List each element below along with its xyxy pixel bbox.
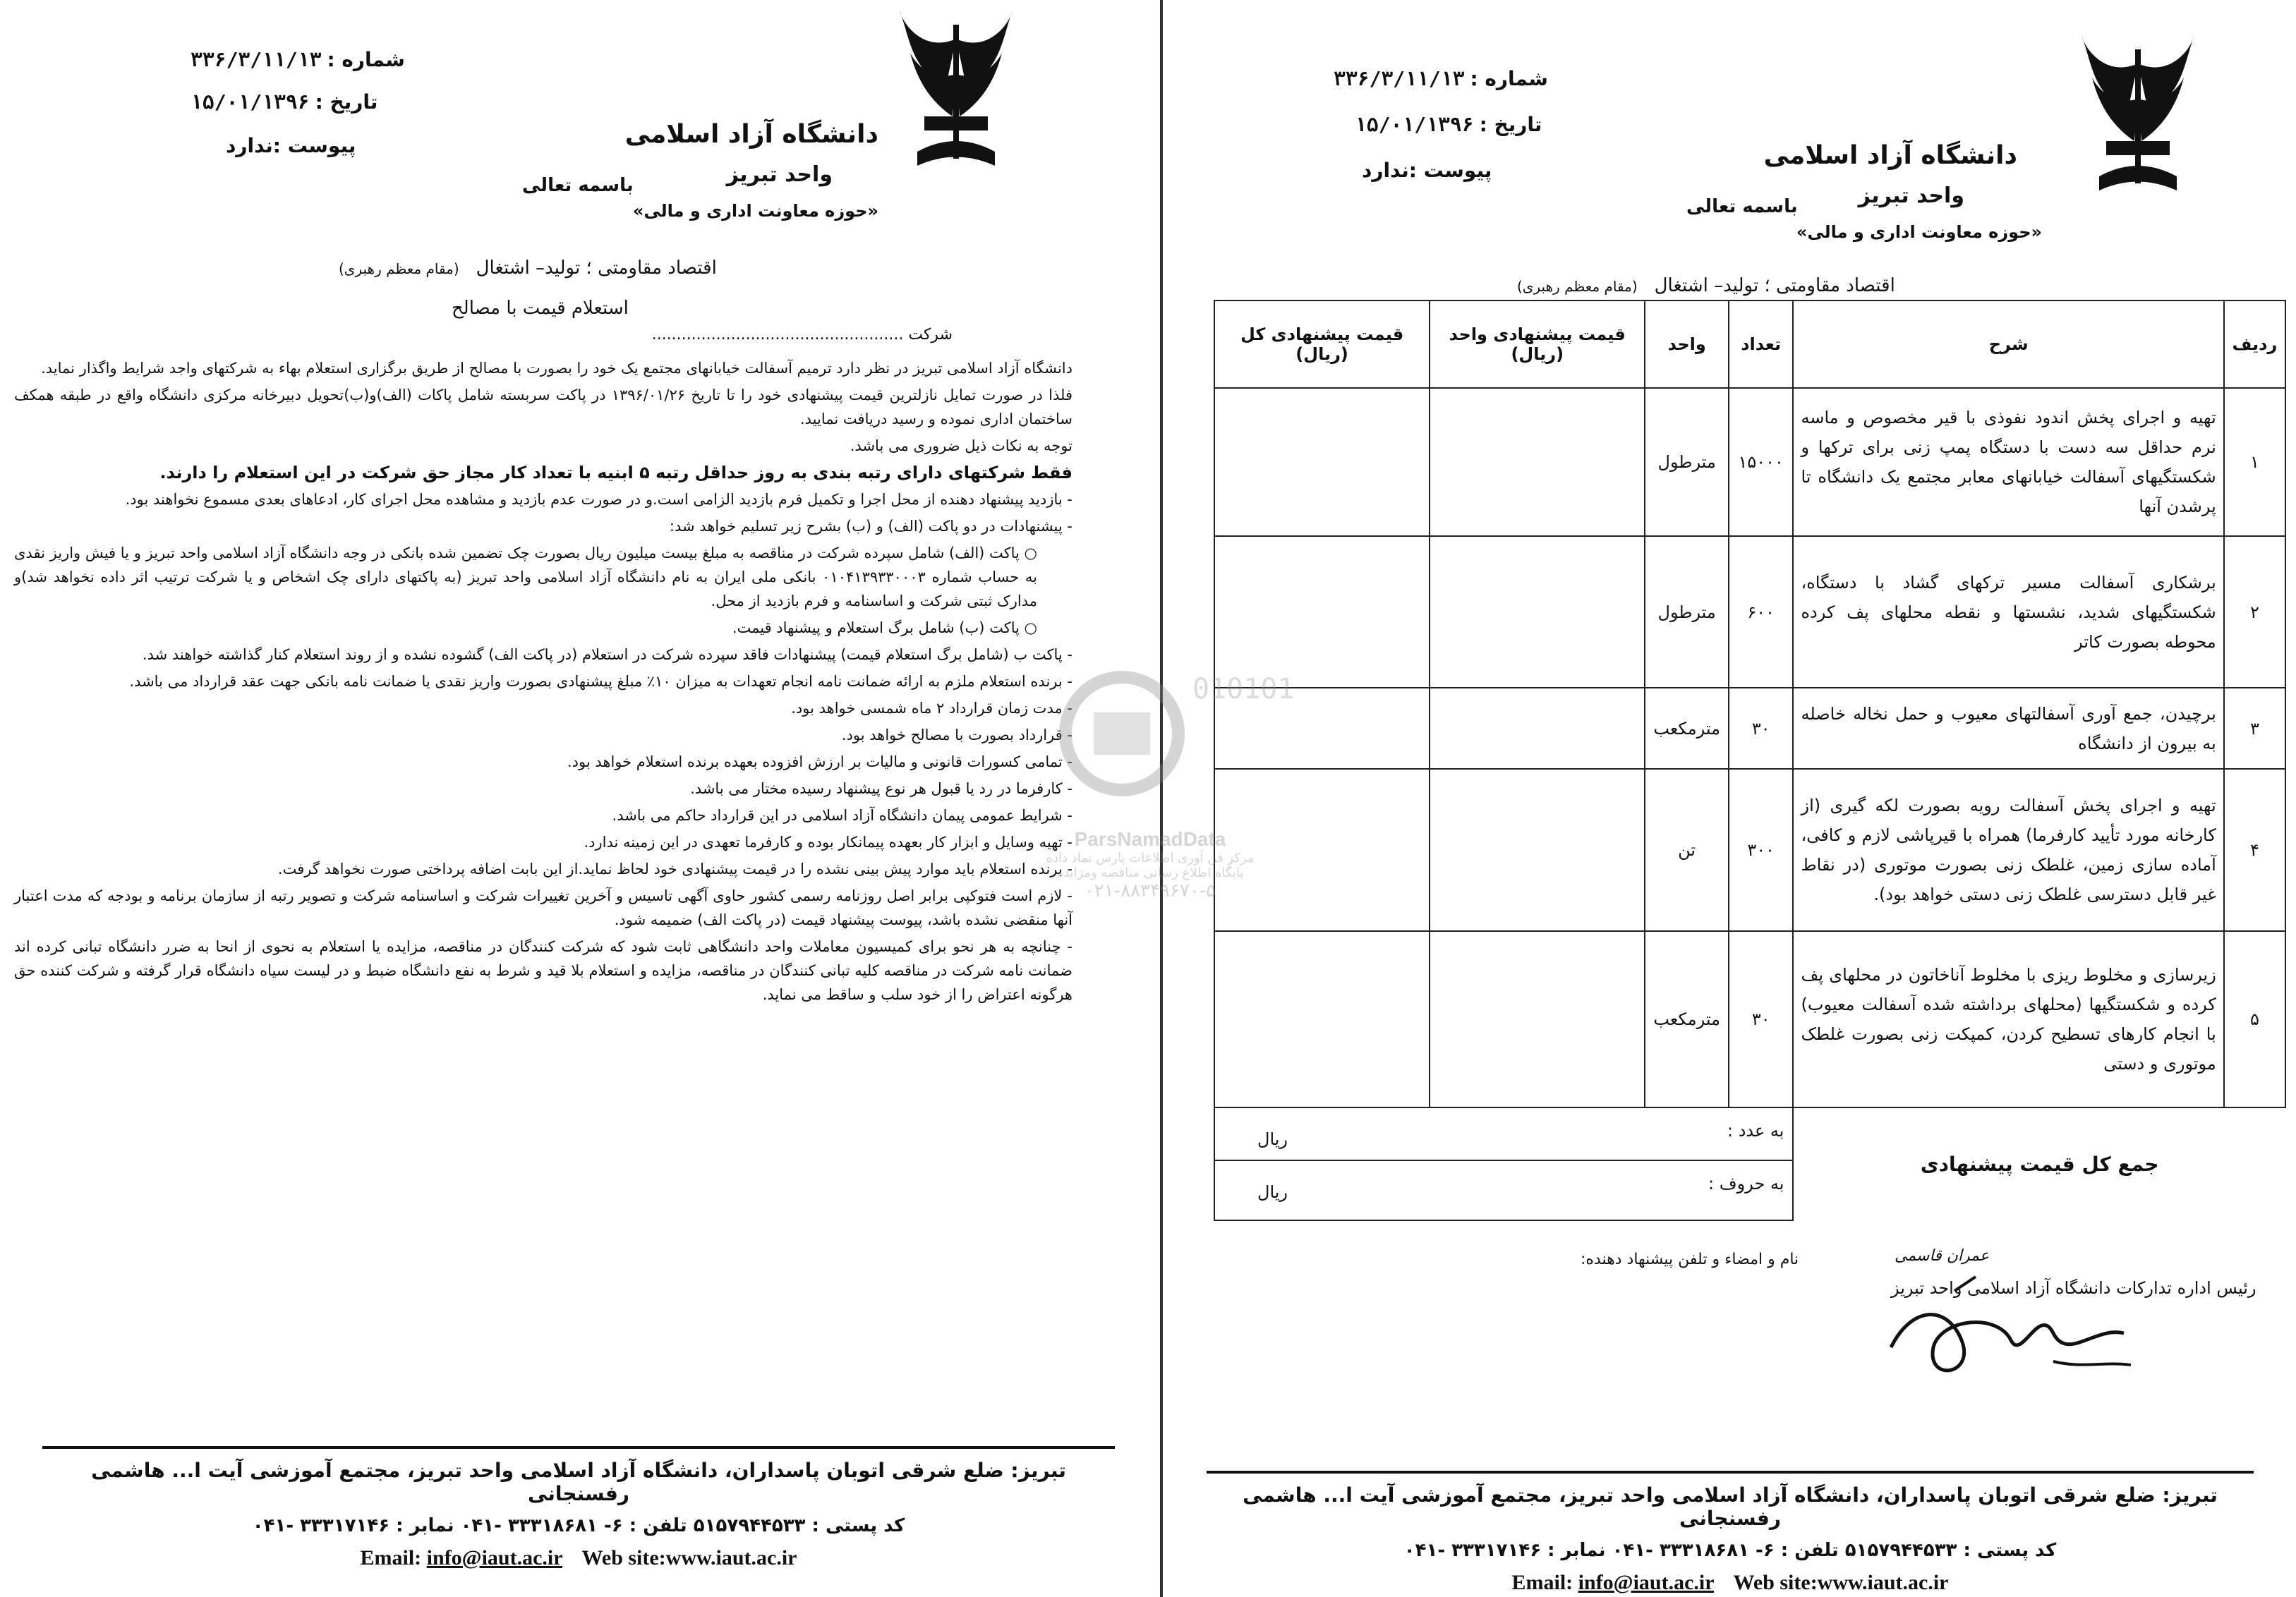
basmala: باسمه تعالی [522, 175, 634, 196]
row-number: ۴ [2224, 769, 2285, 931]
note-item: - کارفرما در رد یا قبول هر نوع پیشنهاد رسیده مختار می باشد. [14, 777, 1073, 801]
note-item: - تهیه وسایل و ابزار کار بعهده پیمانکار بوده و کارفرما تعهدی در این زمینه ندارد. [14, 830, 1073, 854]
note-item: - قرارداد بصورت با مصالح خواهد بود. [14, 723, 1073, 747]
table-row [1214, 769, 2285, 931]
email-link[interactable]: info@iaut.ac.ir [1578, 1571, 1715, 1594]
parsnamad-watermark [1016, 656, 1295, 910]
university-name: دانشگاه آزاد اسلامی [1763, 141, 2017, 170]
letter-footer [42, 1446, 1115, 1570]
row-description: برشکاری آسفالت مسیر ترکهای گشاد با دستگاه، شکستگیهای شدید، نشستها و نقطه محلهای پف کرده محوطه بصورت کاتر [1793, 536, 2223, 688]
row-unit: مترطول [1645, 536, 1729, 688]
letter-date: تاریخ :۱۵/۰۱/۱۳۹۶ [191, 90, 378, 114]
row-quantity: ۶۰۰ [1729, 536, 1794, 688]
letter-number: شماره :۳۳۶/۳/۱۱/۱۳ [1334, 67, 1548, 90]
table-header-row [1214, 300, 2285, 388]
watermark-phone: ۰۲۱-۸۸۳۴۹۶۷۰-۵ [1084, 880, 1216, 901]
column-header-total-price: قیمت پیشنهادی کل (ریال) [1214, 300, 1430, 388]
row-description: برچیدن، جمع آوری آسفالتهای معیوب و حمل نخاله خاصله به بیرون از دانشگاه [1793, 688, 2223, 769]
row-number: ۱ [2224, 388, 2285, 536]
watermark-binary: 010101 [1192, 673, 1295, 705]
university-name: دانشگاه آزاد اسلامی [624, 120, 878, 149]
sum-label: جمع کل قیمت پیشنهادی [1920, 1153, 2159, 1176]
motto: اقتصاد مقاومتی ؛ تولید– اشتغال(مقام معظم رهبری) [1517, 275, 1895, 296]
university-logo-icon [2078, 35, 2198, 212]
table-row [1214, 388, 2285, 536]
paragraph-deadline: فلذا در صورت تمایل نازلترین قیمت پیشنهادی خود را تا تاریخ ۱۳۹۶/۰۱/۲۶ در پاکت سربسته شامل پاکات (الف)و(ب)تحویل دبیرخانه مرکزی دانشگاه واقع در طبقه همکف ساختمان اداری نموده و رسید دریافت نمایید. [14, 387, 1073, 427]
row-number: ۳ [2224, 688, 2285, 769]
footer-contact: کد پستی : ۵۱۵۷۹۴۴۵۳۳ تلفن : ۶- ۳۳۳۱۸۶۸۱ -۰۴۱ نمابر : ۳۳۳۱۷۱۴۶ -۰۴۱ [252, 1515, 905, 1536]
unit-name: واحد تبریز [1858, 183, 1964, 208]
rial-label: ریال [1257, 1182, 1288, 1202]
website-link[interactable]: Web site:www.iaut.ac.ir [1733, 1571, 1949, 1594]
note-item: - شرایط عمومی پیمان دانشگاه آزاد اسلامی در این قرارداد حاکم می باشد. [14, 803, 1073, 827]
unit-price-cell[interactable] [1430, 931, 1645, 1107]
sum-by-words-cell[interactable] [1214, 1160, 1793, 1220]
watermark-brand: ParsNamadData [1074, 828, 1226, 850]
note-item: - پاکت ب (شامل برگ استعلام قیمت) پیشنهادات فاقد سپرده شرکت در استعلام (در پاکت الف) گشوده نشده و از روند استعلام کنار گذاشته خواهند شد. [14, 643, 1073, 667]
note-item: - تمامی کسورات قانونی و مالیات بر ارزش افزوده بعهده برنده استعلام خواهد بود. [14, 750, 1073, 774]
department-name: «حوزه معاونت اداری و مالی» [1796, 222, 2042, 242]
paragraph-notice: توجه به نکات ذیل ضروری می باشد. [850, 437, 1073, 454]
note-item: - برنده استعلام باید موارد پیش بینی نشده را در قیمت پیشنهادی خود لحاظ نماید.از این بابت اضافه پرداختی صورت نخواهد گرفت. [14, 857, 1073, 881]
note-item: - چنانچه به هر نحو برای کمیسیون معاملات واحد دانشگاهی ثابت شود که شرکت کنندگان در مناقصه، مزایده یا استعلام به نحوی از انحا به ضرر دانشگاه تبانی کرده اند ضمانت نامه شرکت در مناقصه کلیه تبانی کنندگان در مناقصه، مزایده و استعلام بلا قید و شرط به نفع دانشگاه ضبط و در لیست سیاه دانشگاه قرار گرفته و شرکت کننده حق هرگونه اعتراض را از خود سلب و ساقط می نماید. [14, 935, 1073, 1007]
handwritten-signature [1870, 1263, 2152, 1404]
table-row [1214, 688, 2285, 769]
row-unit: مترطول [1645, 388, 1729, 536]
signer-title: رئیس اداره تدارکات دانشگاه آزاد اسلامی واحد تبریز [1891, 1278, 2256, 1298]
university-logo-icon [896, 11, 1016, 187]
unit-name: واحد تبریز [726, 162, 833, 187]
total-price-cell[interactable] [1214, 388, 1430, 536]
column-header-row: ردیف [2224, 300, 2285, 388]
row-unit: مترمکعب [1645, 688, 1729, 769]
note-item: - بازدید پیشنهاد دهنده از محل اجرا و تکمیل فرم بازدید الزامی است.و در صورت عدم بازدید و مشاهده محل اجرای کار، ادعاهای بعدی مسموع نخواهند بود. [14, 487, 1073, 511]
note-item: - برنده استعلام ملزم به ارائه ضمانت نامه انجام تعهدات به میزان ۱۰٪ مبلغ پیشنهادی بصورت واریز نقدی یا ضمانت نامه بانکی جهت عقد قرارداد می باشد. [14, 669, 1073, 693]
basmala: باسمه تعالی [1686, 196, 1798, 217]
watermark-sub: پایگاه اطلاع رسانی مناقصه ومزایده [1056, 866, 1244, 880]
letter-footer [1207, 1471, 2254, 1595]
column-header-unit-price: قیمت پیشنهادی واحد (ریال) [1430, 300, 1645, 388]
column-header-description: شرح [1793, 300, 2223, 388]
unit-price-cell[interactable] [1430, 688, 1645, 769]
motto: اقتصاد مقاومتی ؛ تولید– اشتغال(مقام معظم رهبری) [339, 257, 717, 279]
department-name: «حوزه معاونت اداری و مالی» [632, 201, 878, 221]
subject: استعلام قیمت با مصالح [452, 298, 629, 319]
note-item: - پیشنهادات در دو پاکت (الف) و (ب) بشرح زیر تسلیم خواهد شد: [14, 514, 1073, 538]
unit-price-cell[interactable] [1430, 388, 1645, 536]
sum-by-words-label: به حروف : [1708, 1174, 1784, 1194]
unit-price-cell[interactable] [1430, 536, 1645, 688]
letter-date: تاریخ :۱۵/۰۱/۱۳۹۶ [1355, 113, 1542, 136]
email-link[interactable]: info@iaut.ac.ir [426, 1546, 563, 1569]
row-unit: تن [1645, 769, 1729, 931]
row-description: تهیه و اجرای پخش اندود نفوذی با قیر مخصوص و ماسه نرم حداقل سه دست با دستگاه پمپ زنی برای ترکها و شکستگیهای آسفالت خیابانهای معابر مجتمع یک دانشگاه تا پرشدن آنها [1793, 388, 2223, 536]
paragraph-intro: دانشگاه آزاد اسلامی تبریز در نظر دارد ترمیم آسفالت خیابانهای مجتمع یک خود را بصورت با مصالح از طریق برگزاری استعلام بهاء به شرکتهای واجد شرایط واگذار نماید. [41, 360, 1073, 377]
rial-label: ریال [1257, 1129, 1288, 1149]
right-page [1164, 0, 2296, 1597]
row-description: زیرسازی و مخلوط ریزی با مخلوط آناخاتون در محلهای پف کرده و شکستگیها (محلهای برداشته شده آسفالت معیوب) با انجام کارهای تسطیح کردن، کمپکت زنی بصورت غلطک موتوری و دستی [1793, 931, 2223, 1107]
note-item: - مدت زمان قرارداد ۲ ماه شمسی خواهد بود. [14, 696, 1073, 720]
sum-by-number-cell[interactable] [1214, 1107, 1793, 1160]
letter-number: شماره :۳۳۶/۳/۱۱/۱۳ [191, 48, 405, 71]
bidder-signature-label: نام و امضاء و تلفن پیشنهاد دهنده: [1581, 1251, 1799, 1268]
signer-name: عمران قاسمی [1895, 1247, 1989, 1265]
row-quantity: ۱۵۰۰۰ [1729, 388, 1794, 536]
company-field: شرکت ................................................... [651, 326, 953, 344]
letter-attachment: پیوست :ندارد [1362, 159, 1492, 182]
letter-attachment: پیوست :ندارد [226, 134, 356, 157]
row-quantity: ۳۰۰ [1729, 769, 1794, 931]
footer-web: Email: info@iaut.ac.ir Web site:www.iaut.ac.ir [1511, 1571, 1949, 1594]
row-description: تهیه و اجرای پخش آسفالت رویه بصورت لکه گیری (از کارخانه مورد تأیید کارفرما) همراه با قیرپاشی لازم و کافی، آماده سازی زمین، غلطک زنی بصورت موتوری (در نقاط غیر قابل دسترسی غلطک زنی دستی خواهد بود). [1793, 769, 2223, 931]
footer-web: Email: info@iaut.ac.ir Web site:www.iaut.ac.ir [360, 1546, 797, 1569]
note-subitem: ○ پاکت (الف) شامل سپرده شرکت در مناقصه به مبلغ بیست میلیون ریال بصورت چک تضمین شده بانکی در وجه دانشگاه آزاد اسلامی واحد تبریز و یا فیش واریز نقدی به حساب شماره ۰۱۰۴۱۳۹۳۳۰۰۰۳ بانکی ملی ایران به نام دانشگاه آزاد اسلامی واحد تبریز (به پاکتهای دارای چک اشخاص و یا شرکت ترتیب اثر داده نخواهد شد)و مدارک ثبتی شرکت و اساسنامه و فرم بازدید از محل. [14, 541, 1037, 613]
website-link[interactable]: Web site:www.iaut.ac.ir [581, 1546, 797, 1569]
footer-contact: کد پستی : ۵۱۵۷۹۴۴۵۳۳ تلفن : ۶- ۳۳۳۱۸۶۸۱ -۰۴۱ نمابر : ۳۳۳۱۷۱۴۶ -۰۴۱ [1403, 1540, 2057, 1561]
note-subitem: ○ پاکت (ب) شامل برگ استعلام و پیشنهاد قیمت. [14, 616, 1037, 640]
total-price-cell[interactable] [1214, 931, 1430, 1107]
footer-address: تبریز: ضلع شرقی اتوبان پاسداران، دانشگاه آزاد اسلامی واحد تبریز، مجتمع آموزشی آیت ا... هاشمی رفسنجانی [1243, 1483, 2218, 1530]
price-table [1214, 300, 2286, 1221]
column-header-unit: واحد [1645, 300, 1729, 388]
note-eligibility: فقط شرکتهای دارای رتبه بندی به روز حداقل رتبه ۵ ابنیه با تعداد کار مجاز حق شرکت در این استعلام را دارند. [159, 463, 1073, 482]
letter-body [14, 356, 1073, 1009]
row-unit: مترمکعب [1645, 931, 1729, 1107]
watermark-logo-icon [1016, 656, 1295, 825]
column-header-quantity: تعداد [1729, 300, 1794, 388]
row-quantity: ۳۰ [1729, 688, 1794, 769]
table-row [1214, 931, 2285, 1107]
row-number: ۵ [2224, 931, 2285, 1107]
row-number: ۲ [2224, 536, 2285, 688]
sum-by-number-label: به عدد : [1727, 1121, 1784, 1141]
sum-row-number [1214, 1107, 2285, 1160]
footer-address: تبریز: ضلع شرقی اتوبان پاسداران، دانشگاه آزاد اسلامی واحد تبریز، مجتمع آموزشی آیت ا... هاشمی رفسنجانی [91, 1459, 1066, 1505]
note-item: - لازم است فتوکپی برابر اصل روزنامه رسمی کشور حاوی آگهی تاسیس و آخرین تغییرات شرکت و اساسنامه شرکت و تصویر رتبه از سازمان برنامه و بودجه که مدت اعتبار آنها منقضی نشده باشد، پیوست پیشنهاد قیمت (در پاکت الف) ضمیمه شود. [14, 884, 1073, 932]
watermark-tagline: مرکز فن آوری اطلاعات پارس نماد داده [1046, 851, 1255, 866]
unit-price-cell[interactable] [1430, 769, 1645, 931]
row-quantity: ۳۰ [1729, 931, 1794, 1107]
table-row [1214, 536, 2285, 688]
